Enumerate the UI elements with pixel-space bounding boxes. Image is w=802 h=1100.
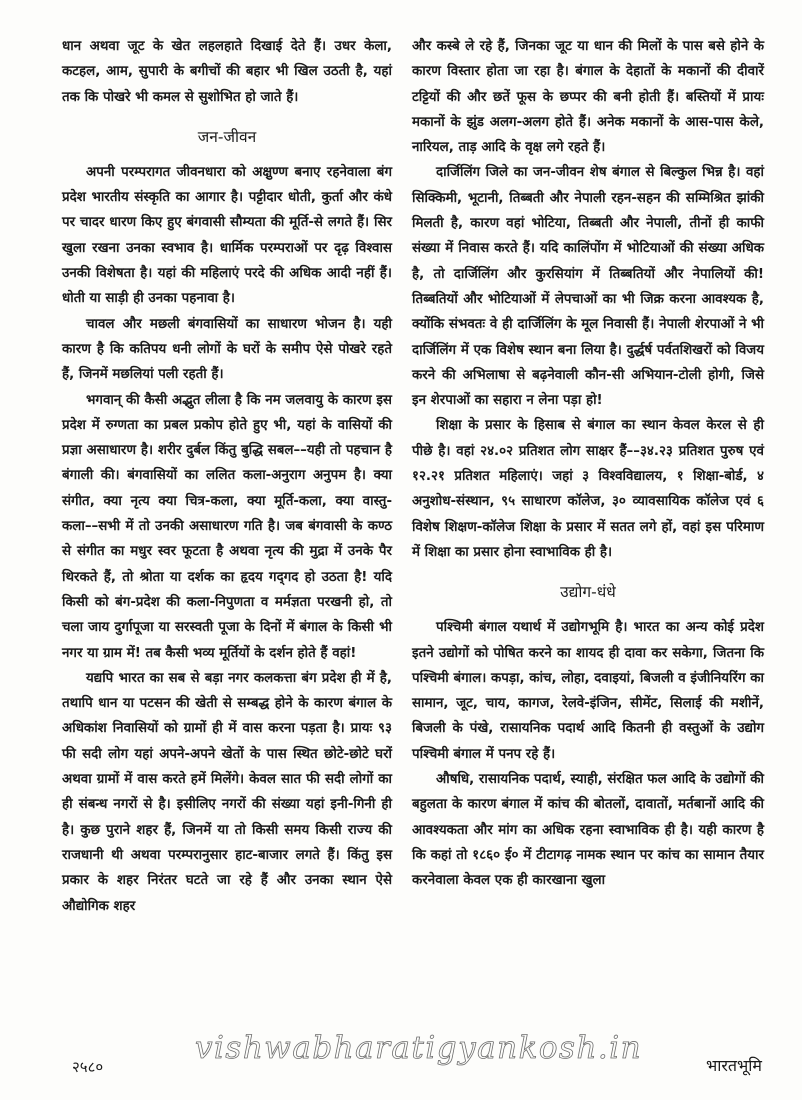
paragraph: और कस्बे ले रहे हैं, जिनका जूट या धान की मिलों के पास बसे होने के कारण विस्तार होता जा रहा है। बंगाल के देहातों के मकानों की दीवारें टट्टियों की और छतें फूस के छप्पर की बनी होती हैं। बस्तियों में प्रायः मकानों के झुंड अलग-अलग होते हैं। अनेक मकानों के आस-पास केले, नारियल, ताड़ आदि के वृक्ष लगे रहते हैं। <box>412 39 764 156</box>
left-column <box>62 34 392 919</box>
section-heading-jan-jeevan: जन-जीवन <box>197 127 257 146</box>
paragraph: शिक्षा के प्रसार के हिसाब से बंगाल का स्थान केवल केरल से ही पीछे है। वहां २४.०२ प्रतिशत लोग साक्षर हैं––३४.२३ प्रतिशत पुरुष एवं १२.२१ प्रतिशत महिलाएं। जहां ३ विश्वविद्यालय, १ शिक्षा-बोर्ड, ४ अनुशोध-संस्थान, ९५ साधारण कॉलेज, ३० व्यावसायिक कॉलेज एवं ६ विशेष शिक्षण-कॉलेज शिक्षा के प्रसार में सतत लगे हों, वहां इस परिमाण में शिक्षा का प्रसार होना स्वाभाविक ही है। <box>412 418 764 560</box>
running-title: भारतभूमि <box>705 1056 762 1075</box>
paragraph: धान अथवा जूट के खेत लहलहाते दिखाई देते हैं। उधर केला, कटहल, आम, सुपारी के बगीचों की बहार भी खिल उठती है, यहां तक कि पोखरे भी कमल से सुशोभित हो जाते हैं। <box>62 39 392 105</box>
paragraph: यद्यपि भारत का सब से बड़ा नगर कलकत्ता बंग प्रदेश ही में है, तथापि धान या पटसन की खेती से सम्बद्ध होने के कारण बंगाल के अधिकांश निवासियों को ग्रामों ही में वास करना पड़ता है। प्रायः ९३ फी सदी लोग यहां अपने-अपने खेतों के पास स्थित छोटे-छोटे घरों अथवा ग्रामों में वास करते हमें मिलेंगे। केवल सात फी सदी लोगों का ही संबन्ध नगरों से है। इसीलिए नगरों की संख्या यहां इनी-गिनी ही है। कुछ पुराने शहर हैं, जिनमें या तो किसी समय किसी राज्य की राजधानी थी अथवा परम्परानुसार हाट-बाजार लगते हैं। किंतु इस प्रकार के शहर निरंतर घटते जा रहे हैं और उनका स्थान ऐसे औद्योगिक शहर <box>62 670 392 914</box>
section-heading-udyog-dhandhe: उद्योग-धंधे <box>560 583 616 602</box>
paragraph: भगवान् की कैसी अद्भुत लीला है कि नम जलवायु के कारण इस प्रदेश में रुग्णता का प्रबल प्रकोप होते हुए भी, यहां के वासियों की प्रज्ञा असाधारण है। शरीर दुर्बल किंतु बुद्धि सबल––यही तो पहचान है बंगाली की। बंगवासियों का ललित कला-अनुराग अनुपम है। क्या संगीत, क्या नृत्य क्या चित्र-कला, क्या मूर्ति-कला, क्या वास्तु-कला––सभी में तो उनकी असाधारण गति है। जब बंगवासी के कण्ठ से संगीत का मधुर स्वर फूटता है अथवा नृत्य की मुद्रा में उनके पैर थिरकते हैं, तो श्रोता या दर्शक का हृदय गद्‌गद हो उठता है! यदि किसी को बंग-प्रदेश की कला-निपुणता व मर्मज्ञता परखनी हो, तो चला जाय दुर्गापूजा या सरस्वती पूजा के दिनों में बंगाल के किसी भी नगर या ग्राम में! तब कैसी भव्य मूर्तियों के दर्शन होते हैं वहां! <box>62 392 392 661</box>
paragraph: चावल और मछली बंगवासियों का साधारण भोजन है। यही कारण है कि कतिपय धनी लोगों के घरों के समीप ऐसे पोखरे रहते हैं, जिनमें मछलियां पली रहती हैं। <box>62 316 392 383</box>
paragraph: औषधि, रासायनिक पदार्थ, स्याही, संरक्षित फल आदि के उद्योगों की बहुलता के कारण बंगाल में कांच की बोतलों, दावातों, मर्तबानों आदि की आवश्यकता और मांग का अधिक रहना स्वाभाविक ही है। यही कारण है कि कहां तो १८६० ई० में टीटागढ़ नामक स्थान पर कांच का सामान तैयार करनेवाला केवल एक ही कारखाना खुला <box>412 772 764 889</box>
paragraph: पश्चिमी बंगाल यथार्थ में उद्योगभूमि है। भारत का अन्य कोई प्रदेश इतने उद्योगों को पोषित करने का शायद ही दावा कर सकेगा, जितना कि पश्चिमी बंगाल। कपड़ा, कांच, लोहा, दवाइयां, बिजली व इंजीनियरिंग का सामान, जूट, चाय, कागज, रेलवे-इंजिन, सीमेंट, सिलाई की मशीनें, बिजली के पंखे, रासायनिक पदार्थ आदि कितनी ही वस्तुओं के उद्योग पश्चिमी बंगाल में पनप रहे हैं। <box>412 620 764 762</box>
right-column <box>412 34 764 894</box>
watermark: vishwabharatigyankosh.in <box>195 1030 643 1066</box>
paragraph: दार्जिलिंग जिले का जन-जीवन शेष बंगाल से बिल्कुल भिन्न है। वहां सिक्किमी, भूटानी, तिब्बती और नेपाली रहन-सहन की सम्मिश्रित झांकी मिलती है, कारण वहां भोटिया, तिब्बती और नेपाली, तीनों ही काफी संख्या में निवास करते हैं। यदि कालिंपोंग में भोटियाओं की संख्या अधिक है, तो दार्जिलिंग और कुरसियांग में तिब्बतियों और नेपालियों की! तिब्बतियों और भोटियाओं में लेपचाओं का भी जिक्र करना आवश्यक है, क्योंकि संभवतः वे ही दार्जिलिंग के मूल निवासी हैं। नेपाली शेरपाओं ने भी दार्जिलिंग में एक विशेष स्थान बना लिया है। दुर्द्धर्ष पर्वतशिखरों को विजय करने की अभिलाषा से बढ़नेवाली कौन-सी अभियान-टोली होगी, जिसे इन शेरपाओं का सहारा न लेना पड़ा हो! <box>412 165 764 409</box>
page-number: २५८० <box>72 1058 104 1076</box>
paragraph: अपनी परम्परागत जीवनधारा को अक्षुण्ण बनाए रहनेवाला बंग प्रदेश भारतीय संस्कृति का आगार है। पट्टीदार धोती, कुर्ता और कंधे पर चादर धारण किए हुए बंगवासी सौम्यता की मूर्ति-से लगते हैं। सिर खुला रखना उनका स्वभाव है। धार्मिक परम्पराओं पर दृढ़ विश्वास उनकी विशेषता है। यहां की महिलाएं परदे की अधिक आदी नहीं हैं। धोती या साड़ी ही उनका पहनावा है। <box>62 164 392 307</box>
